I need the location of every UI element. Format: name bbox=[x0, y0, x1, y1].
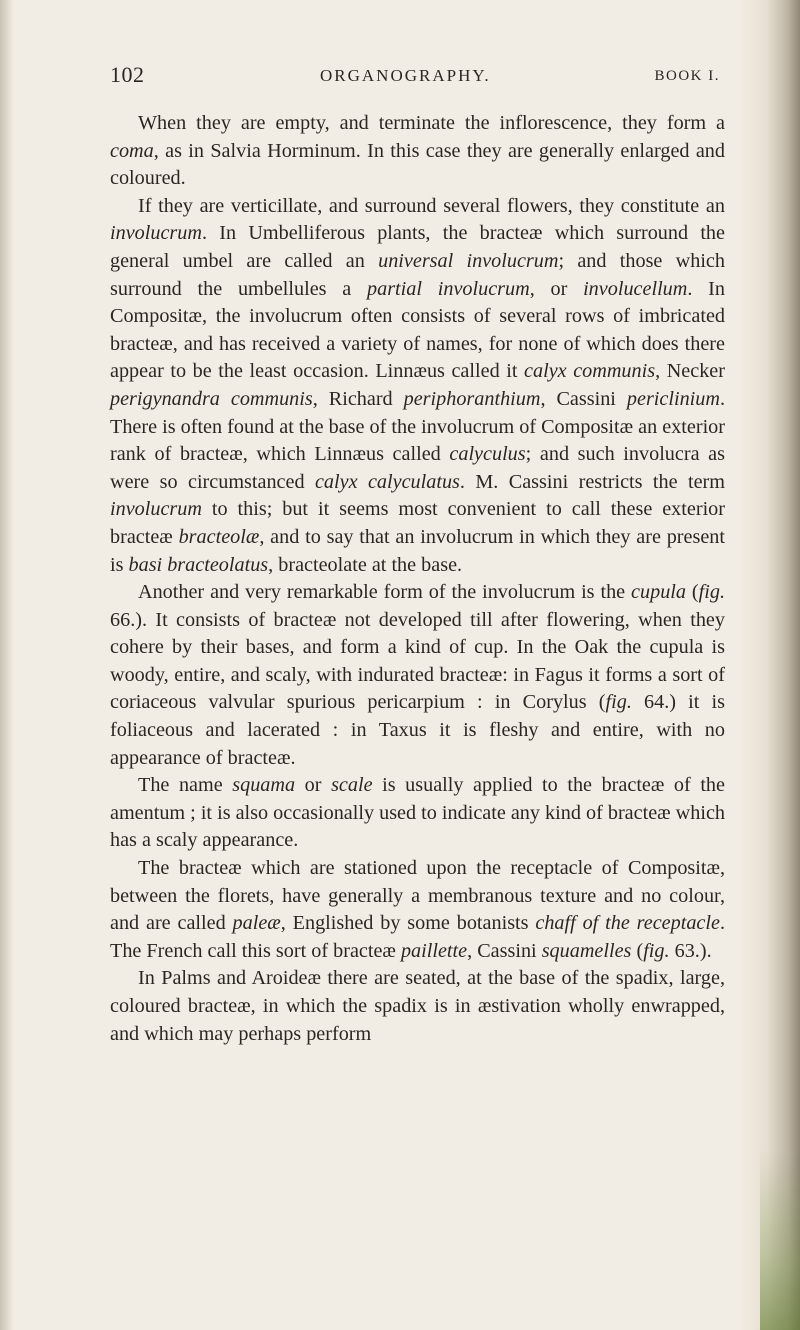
text-run: , Cassini bbox=[467, 939, 542, 962]
page-edge-shadow-left bbox=[0, 0, 14, 1330]
italic-term: paleæ bbox=[232, 912, 281, 935]
italic-term: squama bbox=[232, 774, 296, 797]
italic-term: paillette bbox=[400, 939, 468, 962]
text-run: 66.). It consists of bracteæ not developed till after flowering, when they cohere by their bases, and form a kind of cup. In the Oak the cupula is woody, entire, and scaly, with indurated bracteæ: in Fagus it forms a sort of coriaceous valvular spurious pericarpium : in Corylus ( bbox=[110, 608, 725, 714]
paragraph bbox=[110, 579, 725, 772]
italic-term: fig. bbox=[605, 691, 632, 714]
italic-term: fig. bbox=[643, 939, 670, 962]
text-run: , Richard bbox=[312, 387, 404, 410]
text-run: 63.). bbox=[669, 939, 712, 962]
text-run: The bracteæ which are stationed upon the receptacle of Compositæ, between the florets, have generally a membranous texture and no colour, and are called bbox=[110, 857, 725, 935]
text-run: ( bbox=[686, 581, 699, 604]
italic-term: coma bbox=[110, 139, 154, 162]
italic-term: bracteolæ bbox=[178, 525, 260, 548]
text-run: ; and those which surround the umbellules a bbox=[110, 249, 725, 300]
text-run: In Palms and Aroideæ there are seated, at the base of the spadix, large, coloured bracteæ, in which the spadix is in æstivation wholly enwrapped, and which may perhaps perform bbox=[110, 967, 725, 1045]
text-run: , bracteolate at the base. bbox=[268, 553, 463, 576]
text-run: The name bbox=[138, 774, 233, 797]
italic-term: periclinium bbox=[626, 387, 720, 410]
text-run: . In Compositæ, the involucrum often consists of several rows of imbricated bracteæ, and has received a variety of names, for none of which does there appear to be the least occasion. Linnæus called it bbox=[110, 277, 725, 383]
text-run: , Cassini bbox=[540, 387, 627, 410]
italic-term: involucrum bbox=[110, 498, 202, 521]
page-header bbox=[110, 62, 720, 92]
italic-term: calyculus bbox=[449, 443, 526, 466]
page-edge-stain bbox=[760, 1150, 800, 1330]
italic-term: squamelles bbox=[541, 939, 632, 962]
text-run: ( bbox=[631, 939, 644, 962]
italic-term: universal involucrum bbox=[378, 249, 559, 272]
italic-term: basi bracteolatus bbox=[128, 553, 269, 576]
text-run: . The French call this sort of bracteæ bbox=[110, 912, 726, 962]
paragraph bbox=[110, 772, 725, 855]
italic-term: cupula bbox=[631, 581, 686, 604]
italic-term: scale bbox=[331, 774, 373, 797]
book-section-label: BOOK I. bbox=[654, 68, 720, 84]
paragraph bbox=[110, 965, 725, 1048]
text-run: ; and such involucra as were so circumstanced bbox=[110, 443, 725, 493]
italic-term: fig. bbox=[698, 581, 725, 604]
page-edge-shadow-right bbox=[740, 0, 800, 1330]
text-run: . M. Cassini restricts the term bbox=[459, 470, 725, 493]
italic-term: involucellum bbox=[583, 277, 688, 300]
text-run: When they are empty, and terminate the inflorescence, they form a bbox=[138, 112, 725, 134]
italic-term: periphoranthium bbox=[403, 387, 541, 410]
text-run: , as in Salvia Horminum. In this case they are generally enlarged and coloured. bbox=[110, 139, 725, 190]
text-run: is usually applied to the bracteæ of the amentum ; it is also occasionally used to indicate any kind of bracteæ which has a scaly appearance. bbox=[110, 774, 725, 852]
paragraph bbox=[110, 110, 725, 193]
italic-term: chaff of the receptacle bbox=[535, 912, 720, 935]
text-run: , Englished by some botanists bbox=[280, 912, 536, 935]
paragraph bbox=[110, 193, 725, 579]
italic-term: involucrum bbox=[110, 222, 202, 245]
italic-term: perigynandra communis bbox=[110, 387, 313, 410]
text-run: Another and very remarkable form of the involucrum is the bbox=[138, 581, 632, 604]
text-run: . In Umbelliferous plants, the bracteæ which surround the general umbel are called an bbox=[110, 222, 725, 272]
text-run: , and to say that an involucrum in which they are present is bbox=[110, 525, 726, 576]
text-run: . There is often found at the base of the involucrum of Compositæ an exterior rank of bracteæ, which Linnæus called bbox=[110, 387, 726, 466]
italic-term: calyx calyculatus bbox=[314, 470, 460, 493]
page-number: 102 bbox=[110, 62, 145, 87]
body-text bbox=[110, 110, 725, 1048]
text-run: , or bbox=[529, 277, 584, 300]
italic-term: partial involucrum bbox=[367, 277, 530, 300]
text-run: , Necker bbox=[655, 360, 725, 383]
text-run: or bbox=[295, 774, 332, 797]
running-title: ORGANOGRAPHY. bbox=[320, 66, 491, 85]
text-run: If they are verticillate, and surround several flowers, they constitute an bbox=[138, 194, 725, 217]
italic-term: calyx communis bbox=[524, 360, 656, 383]
text-run: to this; but it seems most convenient to call these exterior bracteæ bbox=[110, 498, 725, 548]
text-run: 64.) it is foliaceous and lacerated : in Taxus it is fleshy and entire, with no appearance of bracteæ. bbox=[110, 691, 726, 769]
paragraph bbox=[110, 855, 725, 965]
